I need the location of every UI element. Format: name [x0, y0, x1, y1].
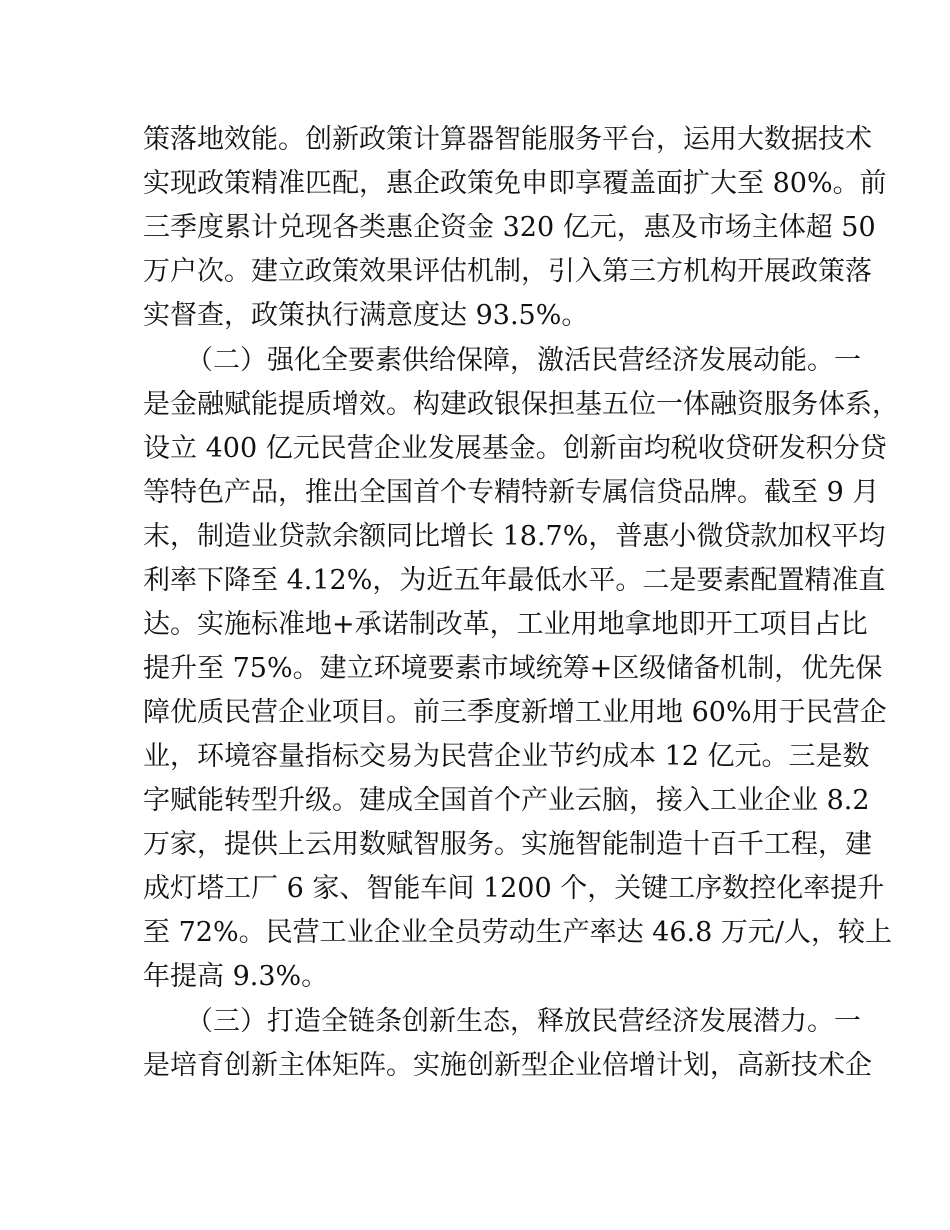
text-line: 年提高 9.3%。 — [143, 961, 329, 992]
paragraph-first-line: （三）打造全链条创新生态，释放民营经济发展潜力。一 — [186, 1006, 861, 1037]
text-line: 至 72%。民营工业企业全员劳动生产率达 46.8 万元/人，较上 — [143, 917, 892, 948]
text-line: 障优质民营企业项目。前三季度新增工业用地 60%用于民营企 — [143, 697, 887, 728]
text-line: 设立 400 亿元民营企业发展基金。创新亩均税收贷研发积分贷 — [143, 433, 887, 464]
text-line: 万家，提供上云用数赋智服务。实施智能制造十百千工程，建 — [143, 829, 872, 860]
text-line: 末，制造业贷款余额同比增长 18.7%，普惠小微贷款加权平均 — [143, 521, 886, 552]
paragraph-first-line: （二）强化全要素供给保障，激活民营经济发展动能。一 — [186, 345, 861, 376]
text-line: 实督查，政策执行满意度达 93.5%。 — [143, 300, 589, 331]
text-line: 达。实施标准地+承诺制改革，工业用地拿地即开工项目占比 — [143, 609, 868, 640]
text-line: 业，环境容量指标交易为民营企业节约成本 12 亿元。三是数 — [143, 741, 870, 772]
text-line: 提升至 75%。建立环境要素市域统筹+区级储备机制，优先保 — [143, 653, 883, 684]
text-line: 是金融赋能提质增效。构建政银保担基五位一体融资服务体系， — [143, 389, 899, 420]
text-line: 是培育创新主体矩阵。实施创新型企业倍增计划，高新技术企 — [143, 1050, 872, 1081]
text-line: 字赋能转型升级。建成全国首个产业云脑，接入工业企业 8.2 — [143, 785, 870, 816]
text-line: 万户次。建立政策效果评估机制，引入第三方机构开展政策落 — [143, 256, 872, 287]
text-line: 策落地效能。创新政策计算器智能服务平台，运用大数据技术 — [143, 124, 872, 155]
text-line: 成灯塔工厂 6 家、智能车间 1200 个，关键工序数控化率提升 — [143, 873, 885, 904]
text-line: 实现政策精准匹配，惠企政策免申即享覆盖面扩大至 80%。前 — [143, 168, 887, 199]
text-line: 三季度累计兑现各类惠企资金 320 亿元，惠及市场主体超 50 — [143, 212, 876, 243]
text-line: 等特色产品，推出全国首个专精特新专属信贷品牌。截至 9 月 — [143, 477, 880, 508]
text-line: 利率下降至 4.12%，为近五年最低水平。二是要素配置精准直 — [143, 565, 886, 596]
